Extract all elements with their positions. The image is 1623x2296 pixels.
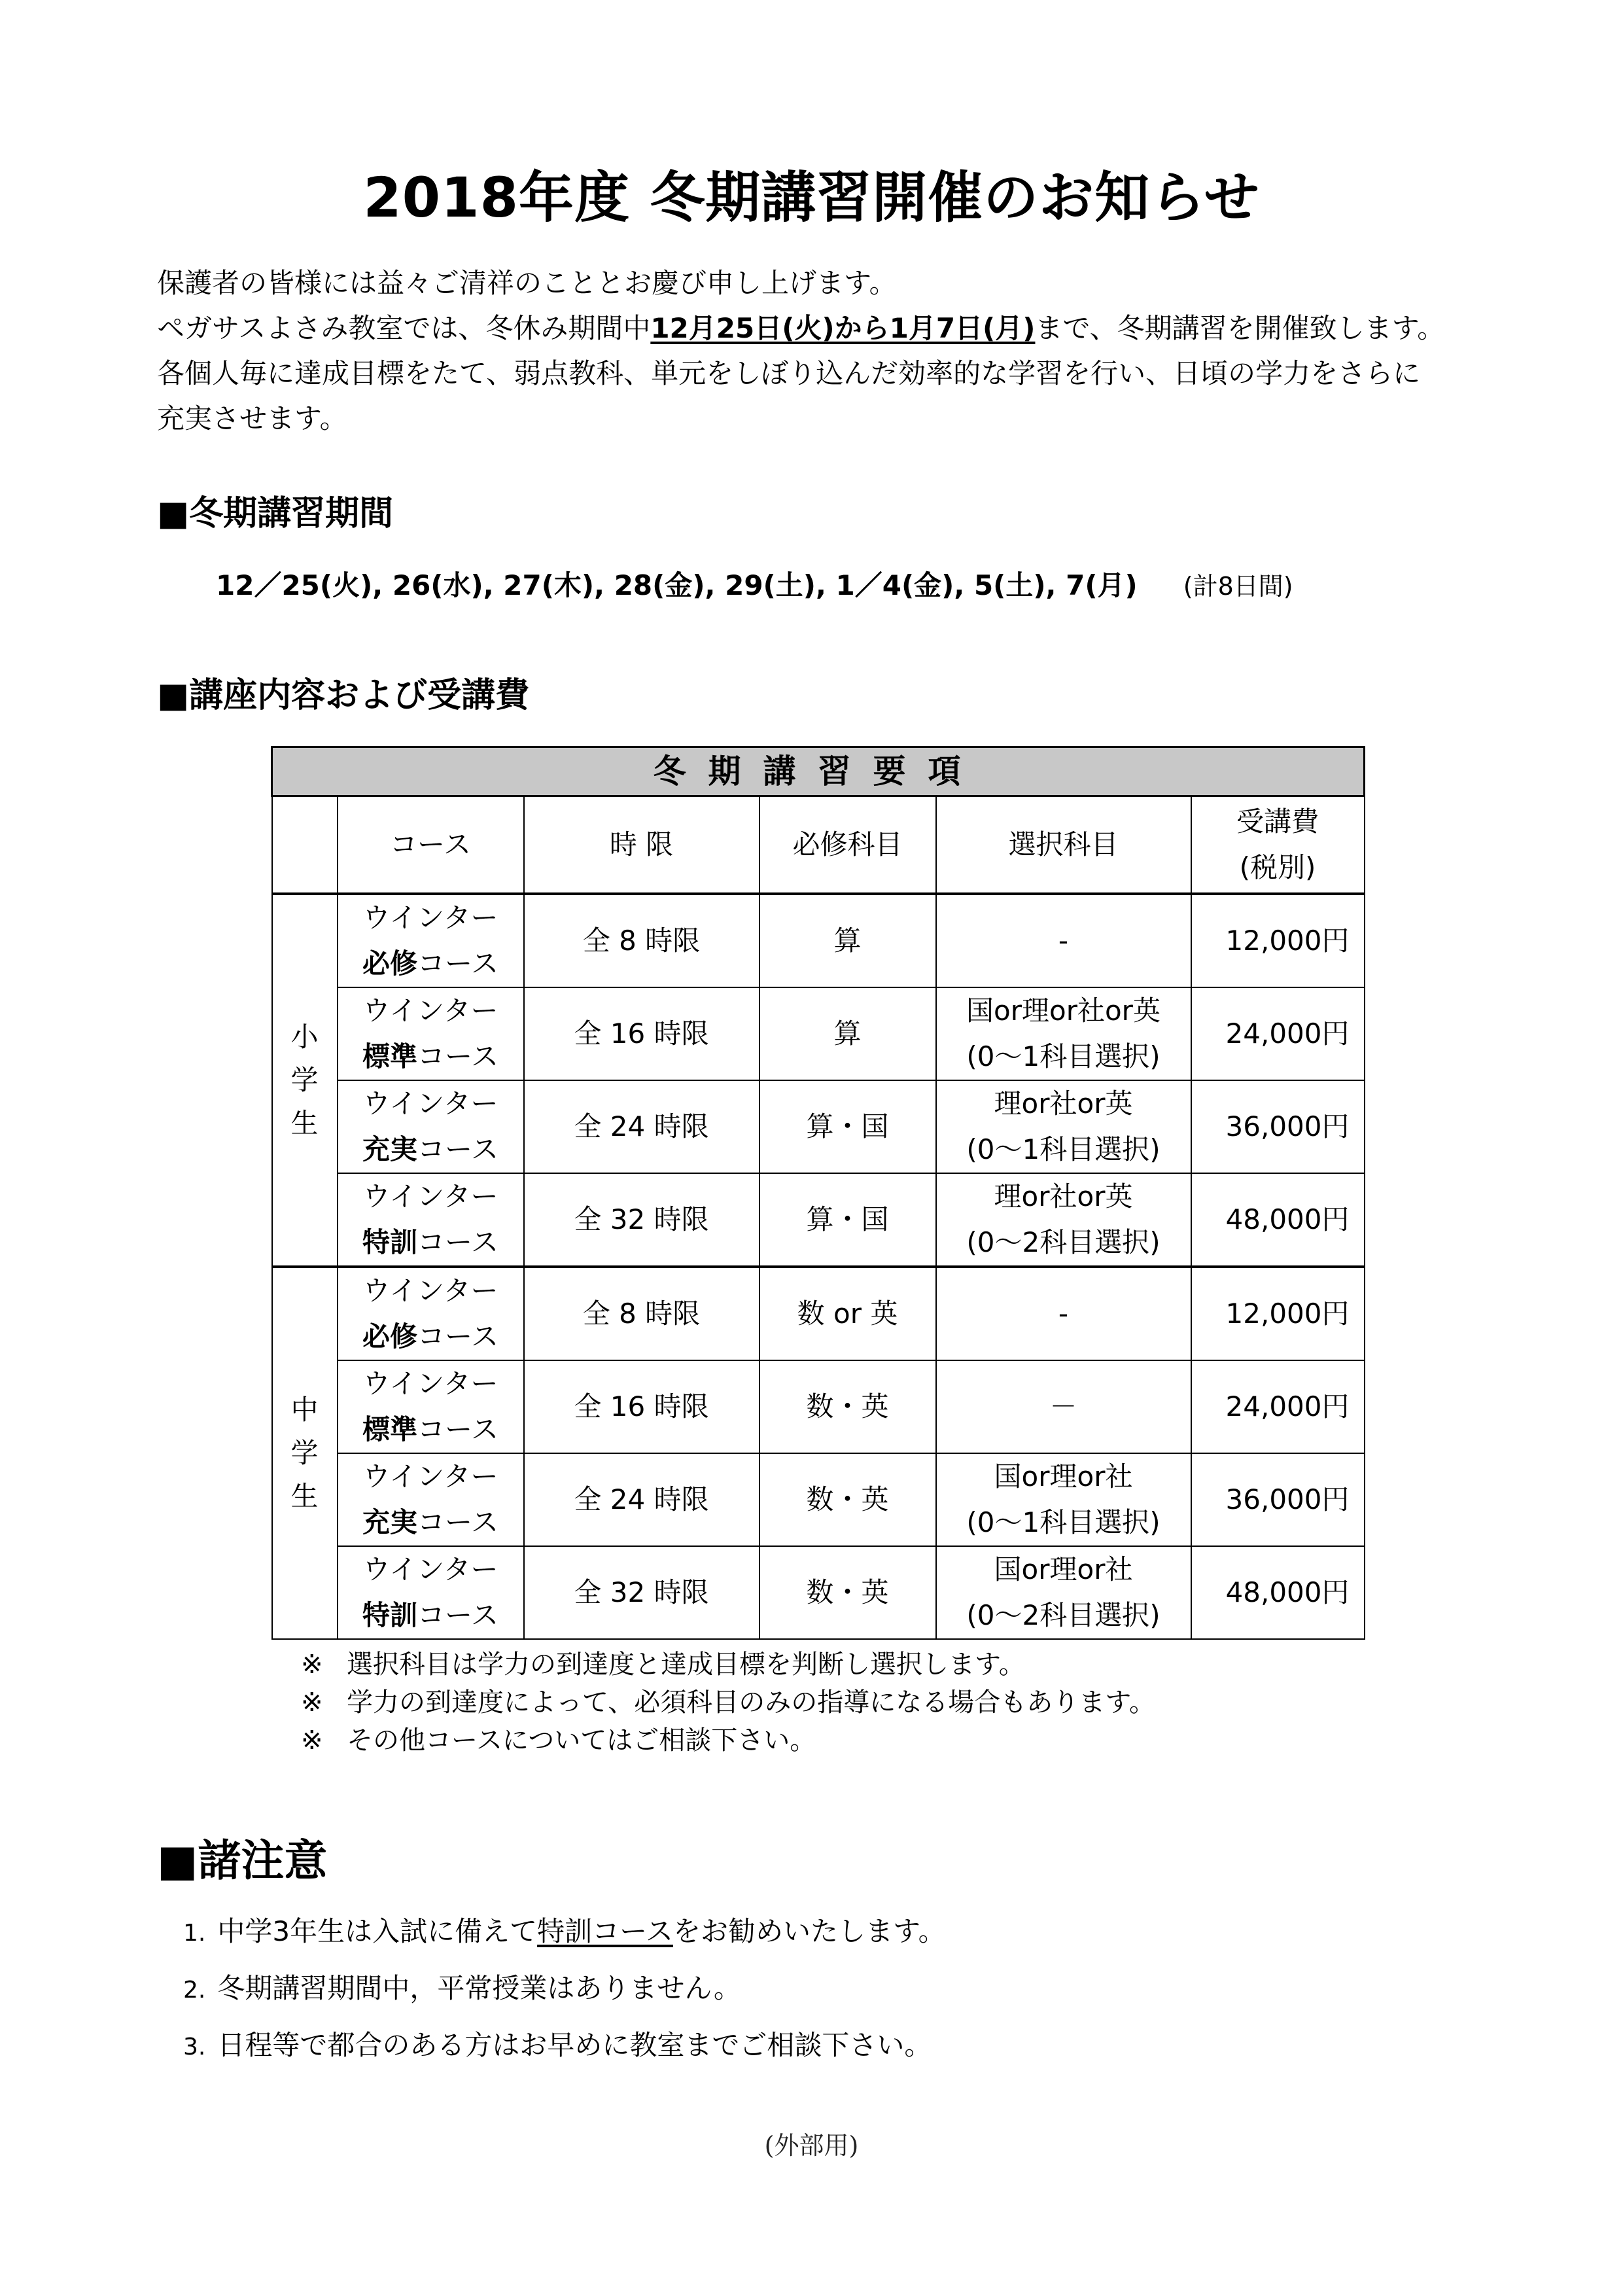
- table-row: [272, 987, 1365, 1080]
- course-name: ウインター 特訓コース: [338, 1173, 524, 1267]
- fee-cell: 12,000円: [1191, 894, 1365, 987]
- required-cell: 算: [759, 894, 936, 987]
- periods-cell: 全 32 時限: [524, 1546, 759, 1639]
- courses-heading: ■講座内容および受講費: [157, 676, 530, 715]
- cautions-heading: ■諸注意: [157, 1835, 328, 1886]
- periods-cell: 全 16 時限: [524, 987, 759, 1080]
- elective-cell: -: [936, 894, 1191, 987]
- table-title: 冬期講習要項: [272, 747, 1365, 796]
- course-name: ウインター 特訓コース: [338, 1546, 524, 1639]
- elective-cell: 国or理or社or英 (0～1科目選択): [936, 987, 1191, 1080]
- periods-cell: 全 24 時限: [524, 1453, 759, 1546]
- col-course: コース: [338, 796, 524, 894]
- course-name: ウインター 充実コース: [338, 1453, 524, 1546]
- intro-line: 充実させます。: [157, 402, 347, 434]
- course-name: ウインター 必修コース: [338, 1267, 524, 1360]
- period-heading: ■冬期講習期間: [157, 494, 394, 533]
- table-row: [272, 1267, 1365, 1360]
- elective-cell: －: [936, 1360, 1191, 1453]
- fee-cell: 48,000円: [1191, 1546, 1365, 1639]
- period-total: (計8日間): [1183, 572, 1293, 601]
- table-row: [272, 1546, 1365, 1639]
- required-cell: 数 or 英: [759, 1267, 936, 1360]
- elective-cell: 国or理or社 (0～1科目選択): [936, 1453, 1191, 1546]
- required-cell: 算: [759, 987, 936, 1080]
- fee-cell: 36,000円: [1191, 1080, 1365, 1173]
- table-row: [272, 894, 1365, 987]
- caution-item: 1. 中学3年生は入試に備えて特訓コースをお勧めいたします。: [183, 1915, 946, 1947]
- note-item: ※ 選択科目は学力の到達度と達成目標を判断し選択します。: [301, 1650, 1025, 1680]
- elective-cell: 理or社or英 (0～1科目選択): [936, 1080, 1191, 1173]
- fee-cell: 24,000円: [1191, 1360, 1365, 1453]
- course-table: [271, 746, 1365, 1640]
- elective-cell: 理or社or英 (0～2科目選択): [936, 1173, 1191, 1267]
- table-row: [272, 1453, 1365, 1546]
- elective-cell: 国or理or社 (0～2科目選択): [936, 1546, 1191, 1639]
- intro-line: ペガサスよさみ教室では、冬休み期間中12月25日(火)から1月7日(月)まで、冬期講習を開催致します。: [157, 312, 1445, 344]
- required-cell: 算・国: [759, 1080, 936, 1173]
- periods-cell: 全 16 時限: [524, 1360, 759, 1453]
- fee-cell: 36,000円: [1191, 1453, 1365, 1546]
- periods-cell: 全 8 時限: [524, 1267, 759, 1360]
- intro-line: 各個人毎に達成目標をたて、弱点教科、単元をしぼり込んだ効率的な学習を行い、日頃の学力をさらに: [157, 357, 1421, 389]
- periods-cell: 全 8 時限: [524, 894, 759, 987]
- elective-cell: -: [936, 1267, 1191, 1360]
- note-item: ※ 学力の到達度によって、必須科目のみの指導になる場合もあります。: [301, 1687, 1155, 1718]
- required-cell: 数・英: [759, 1453, 936, 1546]
- cautions-list: [183, 1904, 946, 2075]
- intro-paragraph: [157, 260, 1444, 441]
- period-range: 12月25日(火)から1月7日(月): [650, 312, 1036, 344]
- col-required: 必修科目: [759, 796, 936, 894]
- col-periods: 時 限: [524, 796, 759, 894]
- intro-line: 保護者の皆様には益々ご清祥のこととお慶び申し上げます。: [157, 267, 897, 299]
- required-cell: 数・英: [759, 1360, 936, 1453]
- caution-item: 2. 冬期講習期間中，平常授業はありません。: [183, 1972, 741, 2004]
- course-name: ウインター 標準コース: [338, 1360, 524, 1453]
- table-row: [272, 1360, 1365, 1453]
- fee-cell: 24,000円: [1191, 987, 1365, 1080]
- caution-item: 3. 日程等で都合のある方はお早めに教室までご相談下さい。: [183, 2029, 932, 2061]
- page-title: 2018年度 冬期講習開催のお知らせ: [363, 166, 1260, 230]
- period-dates: 12／25(火), 26(水), 27(木), 28(金), 29(土), 1／4(金), 5(土), 7(月) (計8日間): [216, 569, 1293, 601]
- table-row: [272, 1080, 1365, 1173]
- group-elementary: 小 学 生: [272, 894, 338, 1267]
- periods-cell: 全 24 時限: [524, 1080, 759, 1173]
- table-header-row: [272, 796, 1365, 894]
- col-fee: 受講費 (税別): [1191, 796, 1365, 894]
- periods-cell: 全 32 時限: [524, 1173, 759, 1267]
- required-cell: 数・英: [759, 1546, 936, 1639]
- course-name: ウインター 標準コース: [338, 987, 524, 1080]
- note-item: ※ その他コースについてはご相談下さい。: [301, 1725, 816, 1756]
- underlined-course: 特訓コース: [537, 1915, 673, 1947]
- table-row: [272, 1173, 1365, 1267]
- course-name: ウインター 充実コース: [338, 1080, 524, 1173]
- group-header: [272, 796, 338, 894]
- fee-cell: 48,000円: [1191, 1173, 1365, 1267]
- footer-label: (外部用): [764, 2131, 859, 2160]
- col-elective: 選択科目: [936, 796, 1191, 894]
- course-name: ウインター 必修コース: [338, 894, 524, 987]
- fee-cell: 12,000円: [1191, 1267, 1365, 1360]
- required-cell: 算・国: [759, 1173, 936, 1267]
- table-notes: [301, 1646, 1155, 1759]
- group-junior: 中 学 生: [272, 1267, 338, 1639]
